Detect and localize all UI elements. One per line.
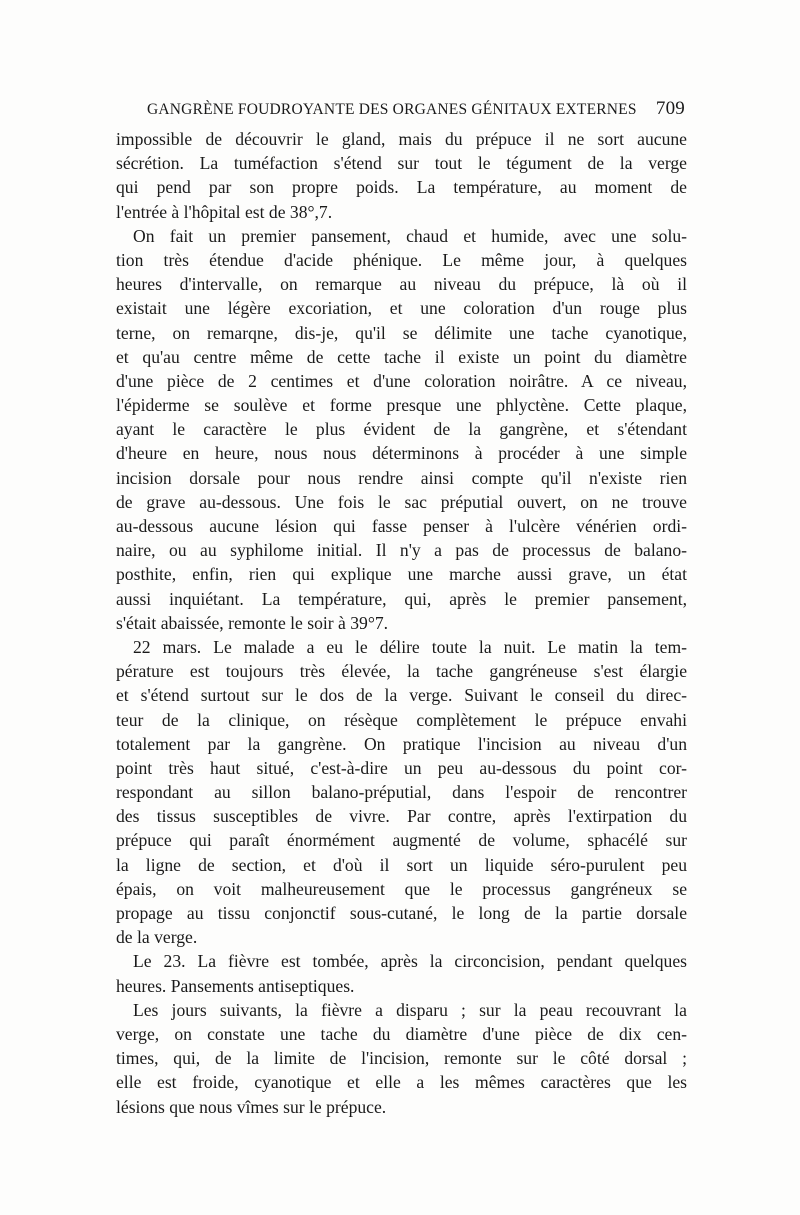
text-line: point très haut situé, c'est-à-dire un peu au-dessous du point cor- [116, 757, 687, 778]
text-line: On fait un premier pansement, chaud et humide, avec une solu- [133, 225, 687, 246]
text-line: impossible de découvrir le gland, mais du prépuce il ne sort aucune [116, 129, 687, 149]
running-title: GANGRÈNE FOUDROYANTE DES ORGANES GÉNITAUX EXTERNES [147, 101, 637, 118]
text-line: posthite, enfin, rien qui explique une marche aussi grave, un état [116, 564, 687, 585]
paragraph [116, 127, 687, 224]
text-line: totalement par la gangrène. On pratique l'incision au niveau d'un [116, 733, 687, 754]
text-line: verge, on constate une tache du diamètre d'une pièce de dix cen- [116, 1023, 687, 1044]
text-line: tion très étendue d'acide phénique. Le même jour, à quelques [116, 249, 687, 270]
text-line: et s'étend surtout sur le dos de la verge. Suivant le conseil du direc- [116, 685, 687, 706]
text-line: sécrétion. La tuméfaction s'étend sur tout le tégument de la verge [116, 153, 687, 174]
text-line: pérature est toujours très élevée, la tache gangréneuse s'est élargie [116, 661, 687, 682]
text-line: Le 23. La fièvre est tombée, après la circoncision, pendant quelques [133, 951, 687, 972]
paragraph [116, 949, 687, 997]
text-line: existait une légère excoriation, et une coloration d'un rouge plus [116, 298, 687, 319]
text-line: elle est froide, cyanotique et elle a les mêmes caractères que les [116, 1072, 687, 1093]
text-line: s'était abaissée, remonte le soir à 39°7. [116, 612, 389, 633]
text-line: d'une pièce de 2 centimes et d'une coloration noirâtre. A ce niveau, [116, 370, 687, 391]
text-line: l'entrée à l'hôpital est de 38°,7. [116, 201, 333, 222]
text-line: l'épiderme se soulève et forme presque une phlyctène. Cette plaque, [116, 395, 687, 416]
text-line: au-dessous aucune lésion qui fasse penser à l'ulcère vénérien ordi- [116, 516, 687, 536]
text-line: qui pend par son propre poids. La température, au moment de [116, 177, 687, 198]
paragraph [116, 635, 687, 949]
text-line: heures. Pansements antiseptiques. [116, 975, 355, 996]
text-line: et qu'au centre même de cette tache il existe un point du diamètre [116, 346, 687, 367]
text-line: Les jours suivants, la fièvre a disparu ; sur la peau recouvrant la [133, 999, 687, 1020]
page-number: 709 [655, 98, 685, 119]
text-line: ayant le caractère le plus évident de la gangrène, et s'étendant [116, 419, 687, 440]
text-line: des tissus susceptibles de vivre. Par contre, après l'extirpation du [116, 806, 687, 827]
text-line: de la verge. [116, 927, 198, 948]
text-line: times, qui, de la limite de l'incision, remonte sur le côté dorsal ; [116, 1048, 687, 1069]
text-line: propage au tissu conjonctif sous-cutané, le long de la partie dorsale [116, 903, 687, 923]
text-line: lésions que nous vîmes sur le prépuce. [116, 1096, 387, 1117]
text-line: terne, on remarqne, dis-je, qu'il se délimite une tache cyanotique, [116, 322, 687, 343]
body-text [116, 127, 687, 1119]
text-line: naire, ou au syphilome initial. Il n'y a pas de processus de balano- [116, 540, 687, 561]
paragraph [116, 998, 687, 1119]
running-head [147, 98, 687, 124]
text-line: d'heure en heure, nous nous déterminons à procéder à une simple [116, 443, 687, 464]
text-line: prépuce qui paraît énormément augmenté de volume, sphacélé sur [116, 830, 687, 851]
text-line: de grave au-dessous. Une fois le sac préputial ouvert, on ne trouve [116, 491, 687, 512]
text-line: respondant au sillon balano-préputial, dans l'espoir de rencontrer [116, 782, 687, 803]
text-line: 22 mars. Le malade a eu le délire toute la nuit. Le matin la tem- [133, 636, 687, 657]
text-line: incision dorsale pour nous rendre ainsi compte qu'il n'existe rien [116, 467, 687, 488]
text-line: épais, on voit malheureusement que le processus gangréneux se [116, 878, 687, 899]
text-line: la ligne de section, et d'où il sort un liquide séro-purulent peu [116, 854, 687, 875]
text-line: teur de la clinique, on résèque complètement le prépuce envahi [116, 709, 687, 730]
paragraph [116, 224, 687, 635]
text-line: aussi inquiétant. La température, qui, après le premier pansement, [116, 588, 687, 609]
text-line: heures d'intervalle, on remarque au niveau du prépuce, là où il [116, 274, 687, 295]
